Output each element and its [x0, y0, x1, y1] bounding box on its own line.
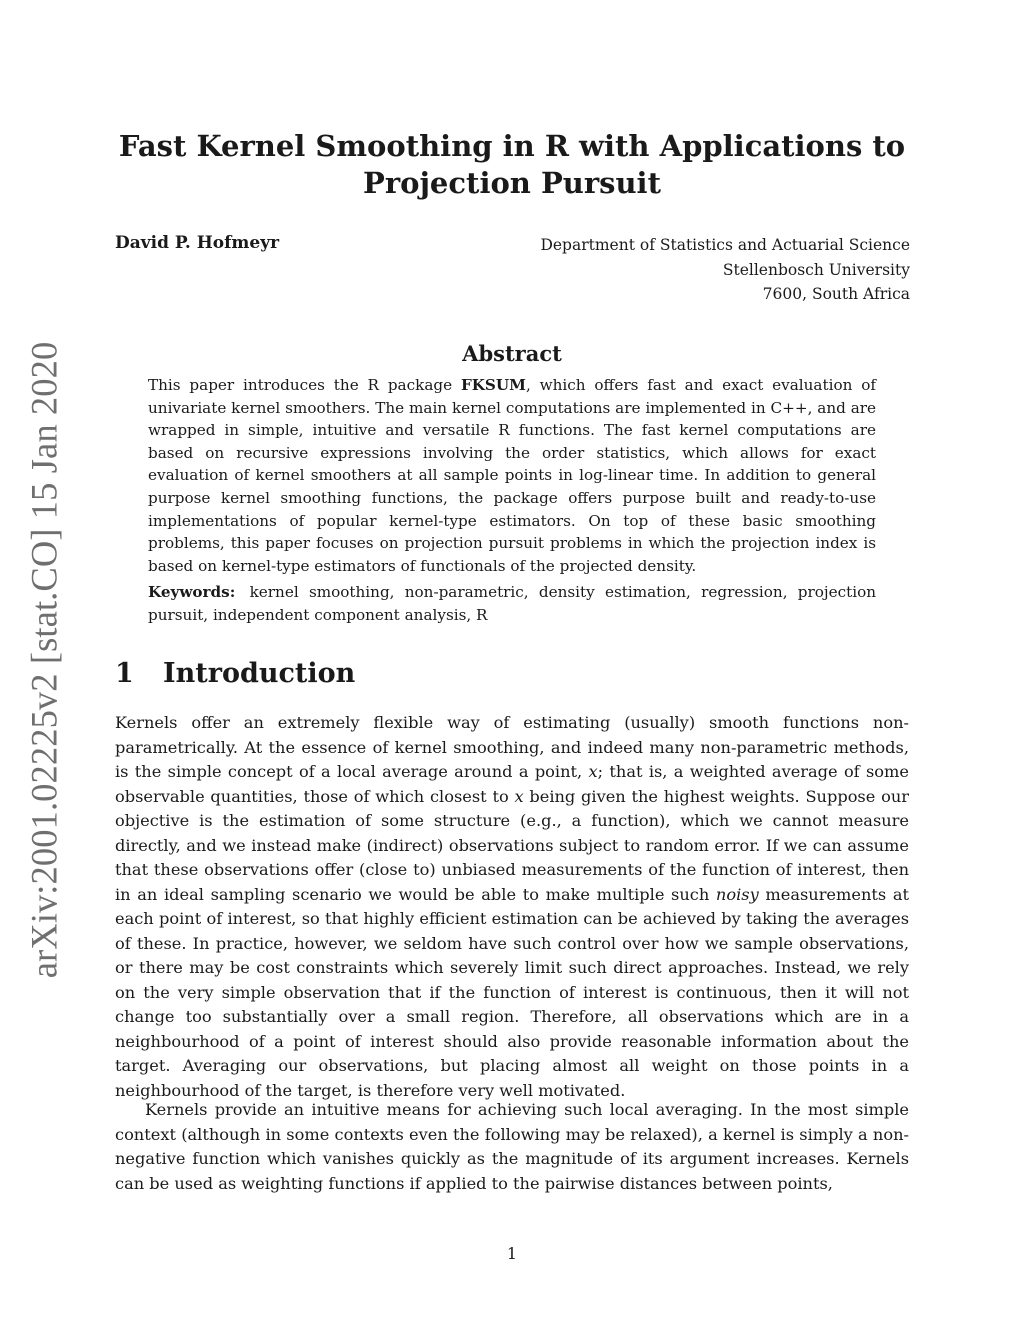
paper-title-line-1: Fast Kernel Smoothing in R with Applications to [118, 129, 906, 163]
arxiv-identifier: arXiv:2001.02225v2 [stat.CO] 15 Jan 2020 [23, 341, 65, 979]
abstract-text-start: This paper introduces the R package [148, 376, 461, 394]
paragraph-text: measurements at each point of interest, so that highly efficient estimation can be achieved by taking the averages of these. In practice, however, we seldom have such control over how we sample observations, or there may be cost constraints which severely limit such direct approaches. Instead, we rely on the very simple observation that if the function of interest is continuous, then it will not change too substantially over a small region. Therefore, all observations which are in a neighbourhood of a point of interest should also provide reasonable information about the target. Averaging our observations, but placing almost all weight on those points in a neighbourhood of the target, is therefore very well motivated. [115, 884, 909, 1100]
intro-paragraph-2: Kernels provide an intuitive means for achieving such local averaging. In the most simple context (although in some contexts even the following may be relaxed), a kernel is simply a non-negative function which vanishes quickly as the magnitude of its argument increases. Kernels can be used as weighting functions if applied to the pairwise distances between points, [115, 1100, 909, 1193]
section-heading [115, 658, 355, 689]
affiliation-university: Stellenbosch University [722, 260, 910, 279]
paragraph-text: being given the highest weights. Suppose our objective is the estimation of some structure (e.g., a function), which we cannot measure directly, and we instead make (indirect) observations subject to random error. If we can assume that these observations offer (close to) unbiased measurements of the function of interest, then in an ideal sampling scenario we would be able to make multiple such [115, 786, 909, 904]
math-variable-x: x [588, 762, 598, 781]
emphasized-word: noisy [715, 884, 759, 904]
keywords-label: Keywords: [148, 583, 236, 601]
affiliation-department: Department of Statistics and Actuarial Science [540, 236, 910, 254]
affiliation-address: 7600, South Africa [762, 285, 910, 303]
author-name: David P. Hofmeyr [115, 233, 280, 253]
intro-paragraph-1 [115, 711, 909, 1103]
paragraph-text: Kernels offer an extremely flexible way of estimating (usually) smooth functions non-parametrically. At the essence of kernel smoothing, and indeed many non-parametric methods, is the simple concept of a local average around a point, [115, 713, 909, 781]
keywords-block [148, 581, 876, 626]
abstract-heading: Abstract [462, 341, 562, 366]
paragraph-text: ; that is, a weighted average of some observable quantities, those of which closest to [115, 762, 909, 806]
author-affiliation [540, 233, 910, 307]
package-name: FKSUM [460, 376, 526, 394]
keywords-list: kernel smoothing, non-parametric, density estimation, regression, projection pursuit, independent component analysis, R [148, 583, 877, 624]
math-variable-x: x [514, 786, 524, 806]
abstract-body [148, 374, 876, 577]
abstract-text-rest: , which offers fast and exact evaluation of univariate kernel smoothers. The main kernel computations are implemented in C++, and are wrapped in simple, intuitive and versatile R functions. The fast kernel computations are based on recursive expressions involving the order statistics, which allows for exact evaluation of kernel smoothers at all sample points in log-linear time. In addition to general purpose kernel smoothing functions, the package offers purpose built and ready-to-use implementations of popular kernel-type estimators. On top of these basic smoothing problems, this paper focuses on projection pursuit problems in which the projection index is based on kernel-type estimators of functionals of the projected density. [148, 376, 876, 575]
page-number: 1 [506, 1244, 518, 1263]
section-number: 1 [115, 658, 134, 689]
paper-title [0, 128, 1024, 202]
section-title: Introduction [163, 658, 356, 689]
paper-title-line-2: Projection Pursuit [363, 166, 661, 200]
